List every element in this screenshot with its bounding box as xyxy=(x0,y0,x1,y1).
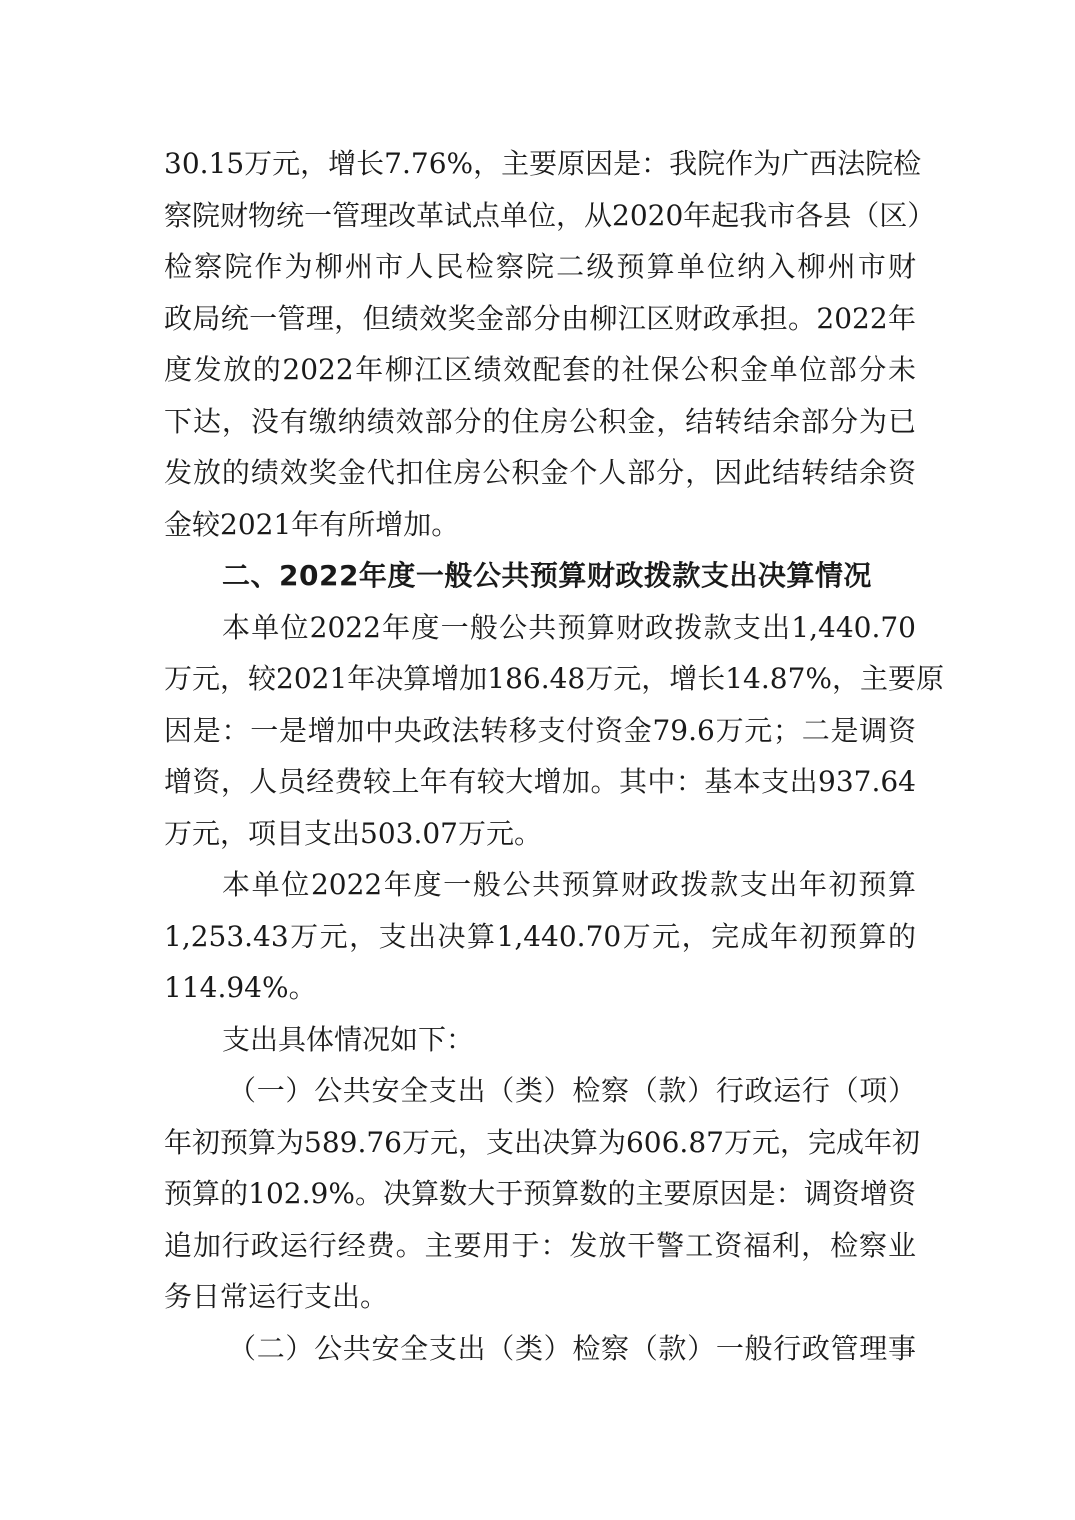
text-line: 预算的102.9%。决算数大于预算数的主要原因是：调资增资 xyxy=(164,1177,916,1210)
document-page xyxy=(164,138,944,1374)
paragraph-intro xyxy=(164,1014,916,1066)
text-line: 金较2021年有所增加。 xyxy=(164,507,460,541)
text-line: 下达，没有缴纳绩效部分的住房公积金，结转结余部分为已 xyxy=(164,404,916,438)
text-line: 政局统一管理，但绩效奖金部分由柳江区财政承担。2022年 xyxy=(164,301,916,335)
paragraph-budget-completion xyxy=(164,859,916,1014)
paragraph-item-2 xyxy=(164,1323,916,1375)
text-line: （一）公共安全支出（类）检察（款）行政运行（项） xyxy=(228,1074,916,1107)
text-line: 支出具体情况如下： xyxy=(222,1022,475,1056)
paragraph-expenditure-summary xyxy=(164,602,944,860)
text-line: 1,253.43万元，支出决算1,440.70万元，完成年初预算的 xyxy=(164,919,916,953)
text-line: 检察院作为柳州市人民检察院二级预算单位纳入柳州市财 xyxy=(164,250,916,283)
text-line: （二）公共安全支出（类）检察（款）一般行政管理事 xyxy=(228,1331,916,1365)
text-line: 30.15万元，增长7.76%，主要原因是：我院作为广西法院检 xyxy=(164,147,922,180)
text-line: 万元，较2021年决算增加186.48万元，增长14.87%，主要原 xyxy=(164,662,944,695)
text-line: 增资，人员经费较上年有较大增加。其中：基本支出937.64 xyxy=(164,765,916,798)
heading-text: 二、2022年度一般公共预算财政拨款支出决算情况 xyxy=(222,559,872,592)
text-line: 追加行政运行经费。主要用于：发放干警工资福利，检察业 xyxy=(164,1228,916,1262)
text-line: 年初预算为589.76万元，支出决算为606.87万元，完成年初 xyxy=(164,1125,920,1159)
section-heading xyxy=(164,550,916,602)
text-line: 本单位2022年度一般公共预算财政拨款支出年初预算 xyxy=(222,868,916,901)
paragraph-item-1 xyxy=(164,1065,920,1323)
text-line: 发放的绩效奖金代扣住房公积金个人部分，因此结转结余资 xyxy=(164,456,916,489)
text-line: 察院财物统一管理改革试点单位，从2020年起我市各县（区） xyxy=(164,198,936,232)
text-line: 务日常运行支出。 xyxy=(164,1280,389,1313)
text-line: 因是：一是增加中央政法转移支付资金79.6万元；二是调资 xyxy=(164,713,916,747)
text-line: 114.94%。 xyxy=(164,971,317,1004)
text-line: 度发放的2022年柳江区绩效配套的社保公积金单位部分未 xyxy=(164,353,916,386)
text-line: 万元，项目支出503.07万元。 xyxy=(164,816,542,850)
text-line: 本单位2022年度一般公共预算财政拨款支出1,440.70 xyxy=(222,610,916,644)
paragraph-reasons xyxy=(164,138,936,550)
